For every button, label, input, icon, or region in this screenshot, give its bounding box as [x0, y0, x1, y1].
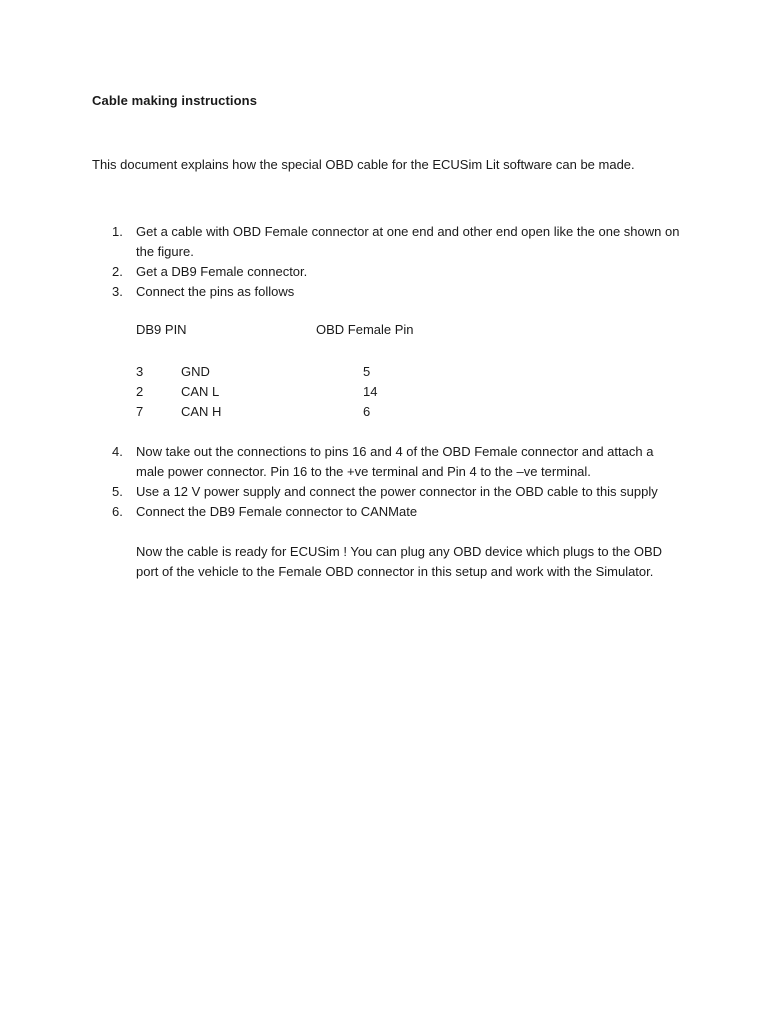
list-item: [112, 502, 682, 522]
step-text: Get a cable with OBD Female connector at one end and other end open like the one shown on the figure.: [136, 224, 680, 259]
db9-pin-header: DB9 PIN: [136, 322, 187, 337]
db9-pin-cell: 2: [136, 384, 144, 399]
db9-pin-cell: 3: [136, 364, 144, 379]
step-text: Use a 12 V power supply and connect the power connector in the OBD cable to this supply: [136, 484, 658, 499]
table-header: [136, 322, 436, 342]
instruction-list-part1: [112, 222, 682, 302]
step-number: 6.: [112, 504, 123, 519]
document-heading: Cable making instructions: [92, 93, 258, 108]
signal-cell: CAN L: [181, 384, 220, 399]
step-text: Connect the DB9 Female connector to CANMate: [136, 504, 418, 519]
step-number: 4.: [112, 444, 123, 459]
obd-pin-cell: 6: [363, 404, 371, 419]
table-body: [136, 362, 436, 422]
step-number: 3.: [112, 284, 123, 299]
obd-pin-cell: 5: [363, 364, 371, 379]
pin-mapping-table: [136, 322, 436, 419]
table-row: [136, 402, 436, 422]
list-item: [112, 222, 682, 262]
instruction-list-part2: [112, 442, 682, 522]
step-text: Connect the pins as follows: [136, 284, 295, 299]
intro-paragraph: This document explains how the special OBD cable for the ECUSim Lit software can be made.: [92, 157, 635, 172]
closing-paragraph: Now the cable is ready for ECUSim ! You can plug any OBD device which plugs to the OBD port of the vehicle to the Female OBD connector in this setup and work with the Simulator.: [136, 544, 663, 579]
list-item: [112, 482, 682, 502]
db9-pin-cell: 7: [136, 404, 144, 419]
step-number: 5.: [112, 484, 123, 499]
table-row: [136, 382, 436, 402]
step-number: 2.: [112, 264, 123, 279]
obd-pin-cell: 14: [363, 384, 378, 399]
obd-pin-header: OBD Female Pin: [316, 322, 414, 337]
list-item: [112, 442, 682, 482]
list-item: [112, 262, 682, 282]
signal-cell: GND: [181, 364, 210, 379]
step-number: 1.: [112, 224, 123, 239]
step-text: Now take out the connections to pins 16 and 4 of the OBD Female connector and attach a male power connector. Pin 16 to the +ve terminal and Pin 4 to the –ve terminal.: [136, 444, 654, 479]
table-row: [136, 362, 436, 382]
list-item: [112, 282, 682, 302]
signal-cell: CAN H: [181, 404, 222, 419]
step-text: Get a DB9 Female connector.: [136, 264, 308, 279]
